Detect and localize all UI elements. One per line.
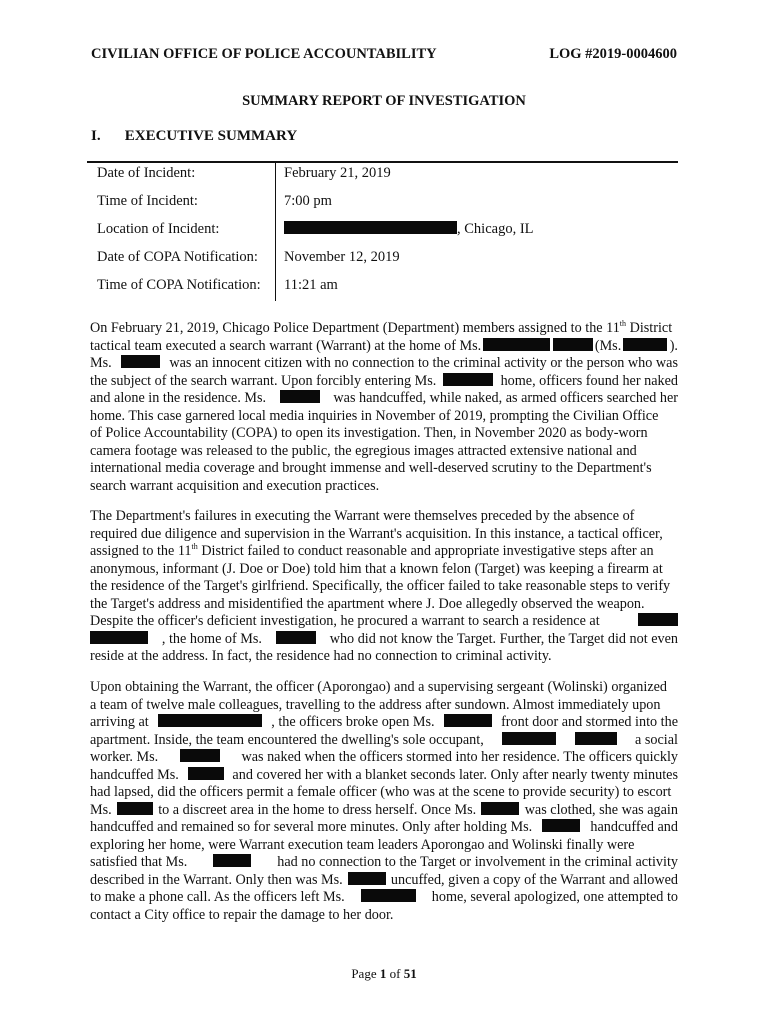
row-value: 7:00 pm	[284, 193, 332, 209]
text-line: On February 21, 2019, Chicago Police Department (Department) members assigned to the 11th District	[90, 319, 673, 336]
text-line: Upon obtaining the Warrant, the officer (Aporongao) and a supervising sergeant (Wolinski) organized	[90, 679, 668, 695]
section-number: I.	[91, 128, 101, 144]
redaction-bar	[213, 854, 251, 867]
agency-name: CIVILIAN OFFICE OF POLICE ACCOUNTABILITY	[91, 46, 437, 62]
text-line: to make a phone call. As the officers left Ms. home, several apologized, one attempted to	[90, 889, 678, 905]
section-heading	[91, 128, 297, 145]
row-label: Date of Incident:	[97, 165, 196, 181]
text-line: international media coverage and brought immense and well-deserved scrutiny to the Department's	[90, 460, 652, 476]
log-number: LOG #2019-0004600	[549, 46, 677, 62]
row-label: Date of COPA Notification:	[97, 249, 258, 265]
table-row	[97, 193, 677, 213]
table-row	[97, 221, 677, 241]
text-line: home. This case garnered local media inquiries in November of 2019, prompting the Civilian Office	[90, 407, 659, 424]
row-label: Time of COPA Notification:	[97, 277, 261, 293]
table-top-rule	[87, 161, 678, 163]
text-line: tactical team executed a search warrant (Warrant) at the home of Ms. (Ms. ).	[90, 337, 678, 354]
text-line: apartment. Inside, the team encountered the dwelling's sole occupant, a social	[90, 731, 678, 748]
text-line: The Department's failures in executing the Warrant were themselves preceded by the absence of	[90, 508, 635, 524]
redaction-bar	[121, 355, 160, 368]
text-line: the residence of the Target's girlfriend. Specifically, the officer failed to take reasonable steps to verify	[90, 578, 671, 594]
redaction-bar	[158, 714, 262, 727]
text-line: worker. Ms. was naked when the officers stormed into her residence. The officers quickly	[90, 749, 678, 765]
table-row	[97, 249, 677, 269]
row-label: Location of Incident:	[97, 221, 220, 237]
redaction-bar	[444, 714, 492, 727]
section-title: EXECUTIVE SUMMARY	[124, 128, 298, 144]
text-line: Despite the officer's deficient investigation, he procured a warrant to search a residence at	[90, 613, 678, 631]
redaction-bar	[280, 390, 320, 403]
text-line: search warrant acquisition and execution practices.	[90, 477, 380, 494]
text-line: had lapsed, did the officers permit a female officer (who was at the scene to provide security) to escort	[90, 784, 672, 800]
page-number: Page 1 of 51	[351, 966, 417, 981]
row-value: February 21, 2019	[284, 165, 391, 181]
row-value: November 12, 2019	[284, 249, 400, 265]
redaction-bar	[90, 631, 148, 644]
text-line: anonymous, informant (J. Doe or Doe) told him that a known felon (Target) was keeping a firearm at	[90, 560, 663, 577]
text-line: camera footage was released to the public, the egregious images attracted extensive national and	[90, 442, 637, 459]
redaction-bar	[276, 631, 316, 644]
text-line: required due diligence and supervision in the Warrant's acquisition. In this instance, a tactical officer,	[90, 525, 663, 542]
text-line: the Target's address and misidentified the apartment where J. Doe allegedly observed the weapon.	[90, 595, 645, 612]
redaction-bar	[575, 732, 617, 745]
text-line: satisfied that Ms. had no connection to the Target or involvement in the criminal activity	[90, 854, 678, 870]
redaction-bar	[542, 819, 580, 832]
text-line: Ms. was an innocent citizen with no connection to the criminal activity or the person who was	[90, 355, 678, 371]
text-line: handcuffed Ms. and covered her with a blanket seconds later. Only after nearly twenty minutes	[90, 766, 678, 783]
text-line: of Police Accountability (COPA) to open its investigation. Then, in November 2020 as body-worn	[90, 425, 648, 441]
row-label: Time of Incident:	[97, 193, 198, 209]
redaction-bar	[188, 767, 224, 780]
redaction-bar	[481, 802, 519, 815]
report-title: SUMMARY REPORT OF INVESTIGATION	[242, 93, 526, 109]
paragraph-1	[90, 320, 678, 495]
text-line: , the home of Ms. who did not know the Target. Further, the Target did not even	[90, 631, 678, 649]
redaction-bar	[638, 613, 678, 626]
page-header	[91, 46, 677, 66]
text-line: handcuffed and remained so for several more minutes. Only after holding Ms. handcuffed and	[90, 819, 678, 835]
row-value: , Chicago, IL	[284, 221, 534, 238]
text-line: described in the Warrant. Only then was Ms. uncuffed, given a copy of the Warrant and allowed	[90, 871, 678, 888]
redaction-bar	[348, 872, 386, 885]
text-line: contact a City office to repair the damage to her door.	[90, 906, 394, 923]
text-line: Ms. to a discreet area in the home to dress herself. Once Ms. was clothed, she was again	[90, 801, 678, 818]
redaction-bar	[117, 802, 153, 815]
paragraph-2	[90, 508, 678, 666]
redaction-bar	[553, 338, 593, 351]
redaction-bar	[483, 338, 550, 351]
text-line: a team of twelve male colleagues, travelling to the address after sundown. Almost immediately upon	[90, 696, 661, 713]
text-line: the subject of the search warrant. Upon forcibly entering Ms. home, officers found her naked	[90, 372, 678, 389]
redaction-bar	[502, 732, 556, 745]
redaction-bar	[361, 889, 416, 902]
table-row	[97, 165, 677, 185]
redaction-bar	[443, 373, 493, 386]
row-value: 11:21 am	[284, 277, 338, 293]
redaction-bar	[284, 221, 457, 234]
table-row	[97, 277, 677, 297]
redaction-bar	[623, 338, 667, 351]
text-line: exploring her home, were Warrant execution team leaders Aporongao and Wolinski finally were	[90, 836, 635, 853]
text-line: and alone in the residence. Ms. was handcuffed, while naked, as armed officers searched her	[90, 390, 678, 406]
paragraph-3	[90, 679, 678, 924]
text-line: assigned to the 11th District failed to conduct reasonable and appropriate investigative steps after an	[90, 542, 654, 559]
text-line: arriving at , the officers broke open Ms. front door and stormed into the	[90, 714, 678, 730]
redaction-bar	[180, 749, 220, 762]
text-line: reside at the address. In fact, the residence had no connection to criminal activity.	[90, 648, 552, 664]
